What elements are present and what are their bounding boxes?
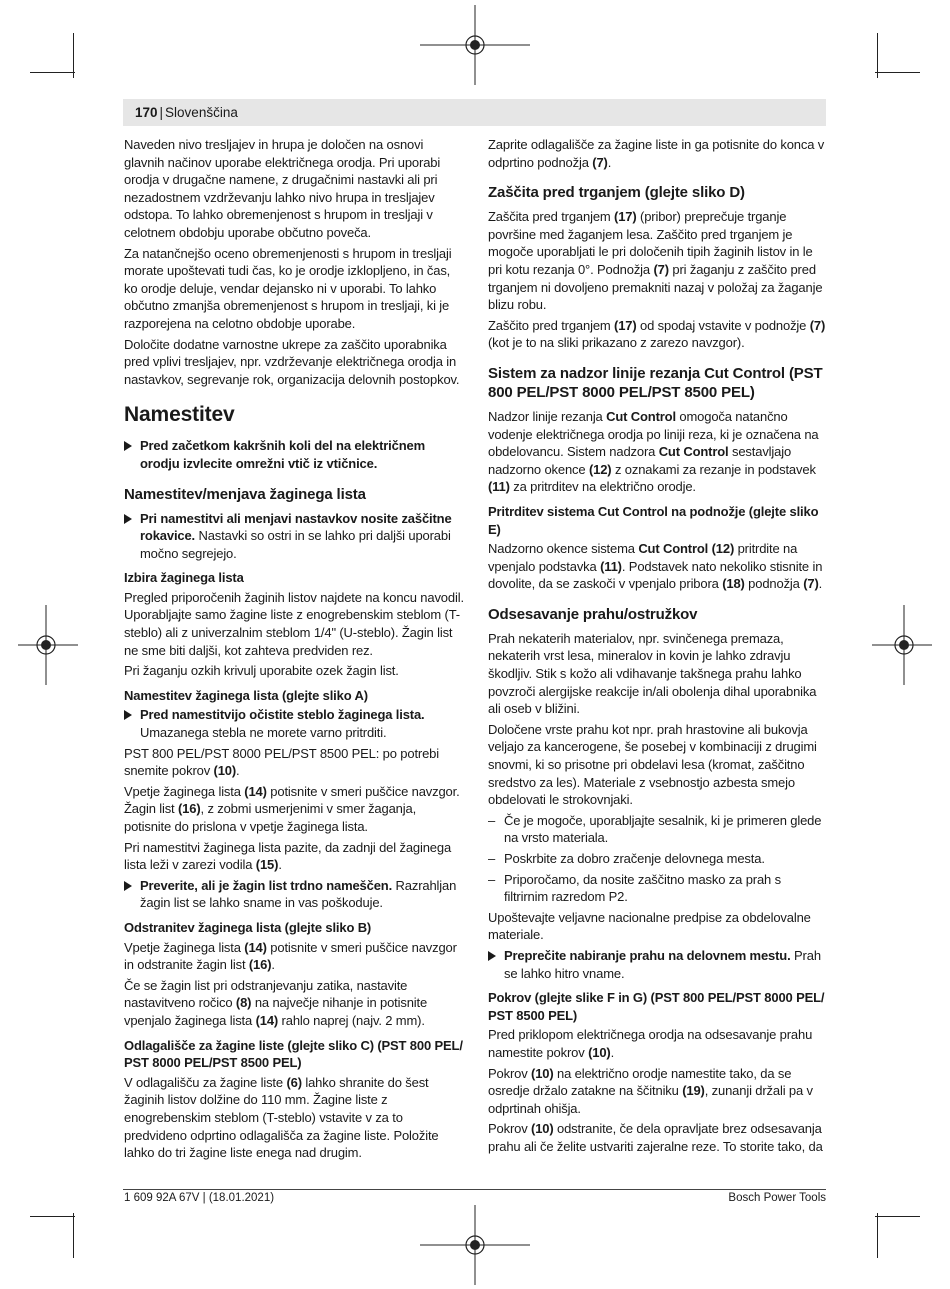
paragraph: Nadzor linije rezanja Cut Control omogoča natančno vodenje električnega orodja po liniji reza, ki je označena na obdelovancu. Sistem nadzora Cut Control sestavljajo nadzorno okence (12) z oznakami za rezanje in podstavek (11) za pritrditev na električno orodje. — [488, 408, 819, 495]
subsection-heading-sistem: Sistem za nadzor linije rezanja Cut Control (PST 800 PEL/PST 8000 PEL/PST 8500 PEL) — [488, 364, 823, 401]
warning-text-bold: Pri namestitvi ali menjavi nastavkov nosite zaščitne rokavice. — [140, 510, 452, 544]
subsection-heading-menjava: Namestitev/menjava žaginega lista — [124, 485, 366, 503]
paragraph: Zaprite odlagališče za žagine liste in ga potisnite do konca v odprtino podnožja (7). — [488, 137, 825, 170]
heading-odstranitev: Odstranitev žaginega lista (glejte sliko B) — [124, 919, 372, 935]
registration-target-right-icon — [872, 605, 932, 685]
triangle-bullet-icon — [124, 514, 132, 524]
warning-item — [124, 510, 464, 563]
heading-odlagalisce: Odlagališče za žagine liste (glejte sliko C) (PST 800 PEL/ PST 8000 PEL/PST 8500 PEL) — [124, 1037, 463, 1071]
section-heading-namestitev: Namestitev — [124, 403, 235, 427]
paragraph: Naveden nivo tresljajev in hrupa je določen na osnovi glavnih načinov uporabe električnega orodja. Pri uporabi orodja v drugačne namene, z drugačnimi nastavki ali pri nezadostnem vzdrževanju lahko nivo hrupa in tresljajev odstopa. To lahko obremenjenost s hrupom in tresljaji v celotnem obdobju uporabe občutno poveča. — [124, 137, 441, 240]
paragraph: Če se žagin list pri odstranjevanju zatika, nastavite nastavitveno ročico (8) na največje nihanje in potisnite vpenjalo žaginega lista (14) rahlo naprej (najv. 2 mm). — [124, 977, 428, 1028]
list-item: – Priporočamo, da nosite zaščitno masko za prah s filtrirnim razredom P2. — [488, 871, 781, 905]
paragraph: Vpetje žaginega lista (14) potisnite v smeri puščice navzgor in odstranite žagin list (16). — [124, 939, 457, 973]
paragraph: Določene vrste prahu kot npr. prah hrastovine ali bukovja veljajo za kancerogene, še posebej v kombinaciji z drugimi snovmi, ki so prisotne pri obdelavi lesa (kromat, zaščitno sredstvo za les). Materiale z vsebnostjo azbesta smejo obdelovati le strokovnjaki. — [488, 721, 817, 808]
paragraph: Vpetje žaginega lista (14) potisnite v smeri puščice navzgor. Žagin list (16), z zobmi usmerjenimi v smer žaganja, potisnite do prislona v vpetje žaginega lista. — [124, 783, 460, 834]
subsection-heading-zascita: Zaščita pred trganjem (glejte sliko D) — [488, 184, 745, 202]
footer-brand: Bosch Power Tools — [728, 1192, 826, 1204]
page-number: 170 — [135, 105, 158, 120]
dash-bullet: – — [488, 871, 496, 887]
heading-pritrditev: Pritrditev sistema Cut Control na podnožje (glejte sliko E) — [488, 503, 819, 537]
warning-text-bold: Pred začetkom kakršnih koli del na električnem orodju izvlecite omrežni vtič iz vtičnice. — [140, 438, 426, 471]
paragraph: Zaščito pred trganjem (17) od spodaj vstavite v podnožje (7) (kot je to na sliki prikazano z zarezo navzgor). — [488, 317, 826, 351]
paragraph: Pred priklopom električnega orodja na odsesavanje prahu namestite pokrov (10). — [488, 1027, 813, 1060]
paragraph: Prah nekaterih materialov, npr. svinčenega premaza, nekaterih vrst lesa, mineralov in kovin je lahko zdravju škodljiv. Stik s kožo ali vdihavanje takšnega prahu lahko povzroči alergijske reakcije in/ali obolenja dihal uporabnika ali oseb v bližini. — [488, 630, 817, 717]
warning-text-bold: Preprečite nabiranje prahu na delovnem mestu. — [504, 947, 791, 963]
heading-pokrov: Pokrov (glejte slike F in G) (PST 800 PEL/PST 8000 PEL/ PST 8500 PEL) — [488, 990, 825, 1023]
paragraph: Pri žaganju ozkih krivulj uporabite ozek žagin list. — [124, 663, 399, 679]
paragraph: Nadzorno okence sistema Cut Control (12) pritrdite na vpenjalo podstavka (11). Podstavek nato nekoliko stisnite in dovolite, da se zaskoči v vpenjalo pribora (18) podnožja (7). — [488, 541, 823, 592]
paragraph: Upoštevajte veljavne nacionalne predpise za obdelovalne materiale. — [488, 909, 811, 943]
dash-bullet: – — [488, 812, 496, 828]
left-column — [124, 136, 464, 1165]
heading-namestitev-a: Namestitev žaginega lista (glejte sliko A) — [124, 687, 368, 703]
paragraph: Zaščita pred trganjem (17) (pribor) preprečuje trganje površine med žaganjem lesa. Zaščito pred trganjem je mogoče uporabljati le pri določenih tipih žaginih listov in le pri kotu rezanja 0°. Podnožja (7) pri žaganju z zaščito pred trganjem ni dovoljeno premakniti nazaj v položaj za žaganje blizu robu. — [488, 209, 823, 313]
paragraph: Pokrov (10) na električno orodje namestite tako, da se osredje držalo zatakne na ščitniku (19), zunanji držali pa v odprtinah ohišja. — [488, 1065, 813, 1116]
footer-document-id: 1 609 92A 67V | (18.01.2021) — [124, 1192, 275, 1204]
warning-item — [124, 706, 464, 741]
triangle-bullet-icon — [124, 710, 132, 720]
registration-target-left-icon — [18, 605, 78, 685]
paragraph: Pokrov (10) odstranite, če dela opravljate brez odsesavanja prahu ali če želite ustvariti zajeralne reze. To storite tako, da — [488, 1121, 823, 1154]
header-separator: | — [159, 105, 164, 120]
registration-target-top-icon — [418, 5, 532, 85]
paragraph: Določite dodatne varnostne ukrepe za zaščito uporabnika pred vplivi tresljajev, npr. vzdrževanje električnega orodja in nastavkov, segrevanje rok, organizacija delovnih postopkov. — [124, 336, 460, 387]
warning-item — [124, 877, 464, 912]
list-item: – Poskrbite za dobro zračenje delovnega mesta. — [488, 851, 765, 866]
warning-text-bold: Preverite, ali je žagin list trdno nameščen. — [140, 877, 393, 893]
registration-target-bottom-icon — [418, 1205, 532, 1285]
paragraph: V odlagališču za žagine liste (6) lahko shranite do šest žaginih listov dolžine do 110 mm. Žagine liste z enogrebenskim steblom (T-steblo) vstavite v za to predvideno odprtino odlagališča za žagine liste. Položite lahko do tri žagine liste enega nad drugim. — [124, 1074, 439, 1161]
triangle-bullet-icon — [124, 441, 132, 451]
dash-bullet: – — [488, 851, 496, 866]
paragraph: PST 800 PEL/PST 8000 PEL/PST 8500 PEL: po potrebi snemite pokrov (10). — [124, 745, 439, 779]
warning-text: Nastavki so ostri in se lahko pri daljši uporabi močno segrejejo. — [140, 528, 451, 561]
footer-rule — [123, 1189, 826, 1190]
triangle-bullet-icon — [124, 881, 132, 891]
warning-text: Prah se lahko hitro vname. — [504, 947, 821, 981]
page-header — [123, 99, 826, 126]
paragraph: Pri namestitvi žaginega lista pazite, da zadnji del žaginega lista leži v zarezi vodila (15). — [124, 839, 452, 873]
paragraph: Pregled priporočenih žaginih listov najdete na koncu navodil. Uporabljajte samo žagine liste z enogrebenskim steblom (T-steblo) ali z univerzalnim steblom 1/4" (U-steblo). Žagin list ne sme biti daljši, kot zahteva predviden rez. — [124, 589, 464, 658]
header-language: Slovenščina — [165, 105, 238, 120]
warning-text: Umazanega stebla ne morete varno pritrditi. — [140, 725, 387, 741]
triangle-bullet-icon — [488, 951, 496, 961]
paragraph: Za natančnejšo oceno obremenjenosti s hrupom in tresljaji morate upoštevati tudi čas, ko je orodje izklopljeno, in čas, ko orodje deluje, vendar dejansko ni v uporabi. To lahko občutno zmanjša obremenjenost s hrupom in tresljaji, ki je razporejena na celotno obdobje uporabe. — [124, 245, 452, 331]
warning-text: Razrahljan žagin list se lahko sname in vas poškoduje. — [140, 877, 457, 911]
warning-item — [124, 437, 464, 472]
subsection-heading-odsesavanje: Odsesavanje prahu/ostružkov — [488, 605, 698, 623]
heading-izbira: Izbira žaginega lista — [124, 570, 244, 586]
list-item: – Če je mogoče, uporabljajte sesalnik, ki je primeren glede na vrsto materiala. — [488, 812, 822, 846]
right-column — [488, 136, 828, 1159]
warning-text-bold: Pred namestitvijo očistite steblo žaginega lista. — [140, 707, 425, 723]
warning-item — [488, 947, 828, 982]
